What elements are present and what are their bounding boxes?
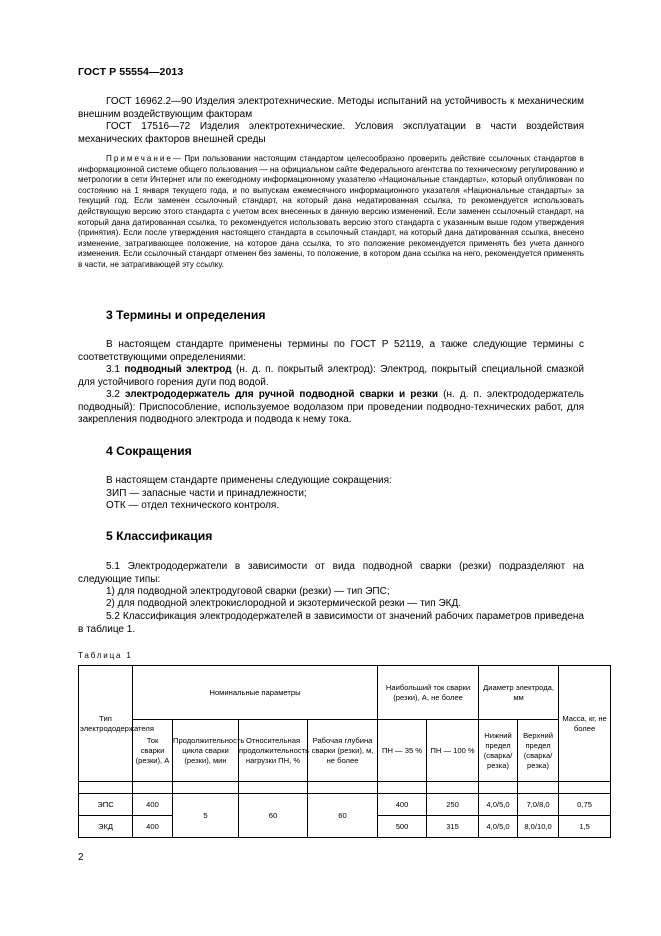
header-mass: Масса, кг, не более <box>559 666 611 782</box>
spacer-cell <box>239 782 308 794</box>
header-pn-100: ПН — 100 % <box>427 720 479 782</box>
cell-relative-load: 60 <box>239 794 308 838</box>
header-electrode-diameter: Диаметр электрода, мм <box>479 666 559 720</box>
clause-5-1: 5.1 Электрододержатели в зависимости от вида подводной сварки (резки) подразделяют на следующие типы: <box>78 561 584 585</box>
spacer-cell <box>479 782 518 794</box>
term-3-2-definition: (н. д. п. электрододержатель подводный): Приспособление, используемое водолазом при проведении подводно-технических работ, для закрепления подводного электрода и подвода к нему тока. <box>78 389 585 425</box>
header-pn-35: ПН — 35 % <box>378 720 427 782</box>
cell-upper-limit: 8,0/10,0 <box>518 816 559 838</box>
section-3-intro: В настоящем стандарте применены термины по ГОСТ Р 52119, а также следующие термины с соответствующими определениями: <box>78 339 584 363</box>
clause-5-2: 5.2 Классификация электрододержателей в зависимости от значений рабочих параметров приведена в таблице 1. <box>78 611 584 635</box>
header-cycle-duration: Продолжительность цикла сварки (резки), мин <box>173 720 239 782</box>
spacer-cell <box>427 782 479 794</box>
term-3-1-definition: (н. д. п. покрытый электрод): Электрод, покрытый специальной смазкой для устойчивого горения дуги под водой. <box>78 364 584 388</box>
cell-current: 400 <box>133 816 173 838</box>
cell-type: ЭПС <box>79 794 133 816</box>
cell-upper-limit: 7,0/8,0 <box>518 794 559 816</box>
cell-lower-limit: 4,0/5,0 <box>479 794 518 816</box>
term-3-2-term: электрододержатель для ручной подводной сварки и резки <box>125 389 439 400</box>
header-type: Тип электрододержателя <box>79 666 133 782</box>
term-3-1-number: 3.1 <box>106 364 120 375</box>
header-max-current: Наибольший ток сварки (резки), А, не более <box>378 666 479 720</box>
term-3-1-term: подводный электрод <box>124 364 232 375</box>
spacer-cell <box>173 782 239 794</box>
abbreviation-zip: ЗИП — запасные части и принадлежности; <box>106 488 307 499</box>
cell-current: 400 <box>133 794 173 816</box>
cell-type: ЭКД <box>79 816 133 838</box>
type-ekd-item: 2) для подводной электрокислородной и экзотермической резки — тип ЭКД. <box>106 598 462 609</box>
table-spacer-row <box>79 782 611 794</box>
cell-cycle-duration: 5 <box>173 794 239 838</box>
cell-pn-35: 400 <box>378 794 427 816</box>
page-number: 2 <box>78 852 84 863</box>
spacer-cell <box>133 782 173 794</box>
reference-gost-17516: ГОСТ 17516—72 Изделия электротехнические. Условия эксплуатации в части воздействия механических факторов внешней среды <box>78 121 584 145</box>
term-3-1 <box>78 364 584 389</box>
spacer-cell <box>518 782 559 794</box>
reference-gost-16962: ГОСТ 16962.2—90 Изделия электротехнические. Методы испытаний на устойчивость к механическим внешним воздействующим факторам <box>78 96 584 120</box>
note-text: — При пользовании настоящим стандартом целесообразно проверить действие ссылочных стандартов в информационной системе общего пользования — на официальном сайте Федерального агентства по техническому регулированию и метрологии в сети Интернет или по ежегодному информационному указателю «Национальные стандарты», который опубликован по состоянию на 1 января текущего года, и по выпускам ежемесячного информационного указателя «Национальные стандарты» за текущий год. Если заменен ссылочный стандарт, на который дана недатированная ссылка, то рекомендуется использовать действующую версию этого стандарта с учетом всех внесенных в данную версию изменений. Если заменен ссылочный стандарт, на который дана датированная ссылка, то рекомендуется использовать версию этого стандарта с указанным выше годом утверждения (принятия). Если после утверждения настоящего стандарта в ссылочный стандарт, на который дана датированная ссылка, внесено изменение, затрагивающее положение, на которое дана ссылка, то это положение рекомендуется применять без учета данного изменения. Если ссылочный стандарт отменен без замены, то положение, в котором дана ссылка на него, рекомендуется применять в части, не затрагивающей эту ссылку. <box>78 154 584 269</box>
abbreviation-otk: ОТК — отдел технического контроля. <box>106 500 280 511</box>
cell-lower-limit: 4,0/5,0 <box>479 816 518 838</box>
cell-pn-35: 500 <box>378 816 427 838</box>
header-current: Ток сварки (резки), А <box>133 720 173 782</box>
header-nominal-parameters: Номинальные параметры <box>133 666 378 720</box>
header-lower-limit: Нижний предел (сварка/резка) <box>479 720 518 782</box>
table-row <box>79 794 611 816</box>
type-eps-item: 1) для подводной электродуговой сварки (резки) — тип ЭПС; <box>106 586 390 597</box>
cell-pn-100: 315 <box>427 816 479 838</box>
note-paragraph <box>78 154 584 271</box>
section-4-intro: В настоящем стандарте применены следующие сокращения: <box>106 475 392 486</box>
term-3-2-number: 3.2 <box>106 389 120 400</box>
cell-mass: 1,5 <box>559 816 611 838</box>
parameters-table <box>78 665 611 838</box>
section-4-heading: 4 Сокращения <box>106 444 192 458</box>
spacer-cell <box>378 782 427 794</box>
section-3-heading: 3 Термины и определения <box>106 308 266 322</box>
spacer-cell <box>79 782 133 794</box>
cell-working-depth: 60 <box>308 794 378 838</box>
cell-mass: 0,75 <box>559 794 611 816</box>
note-label: Примечание <box>106 154 173 163</box>
section-5-heading: 5 Классификация <box>106 529 213 543</box>
header-upper-limit: Верхний предел (сварка/резка) <box>518 720 559 782</box>
spacer-cell <box>308 782 378 794</box>
header-working-depth: Рабочая глубина сварки (резки), м, не более <box>308 720 378 782</box>
document-id-header: ГОСТ Р 55554—2013 <box>78 66 184 78</box>
spacer-cell <box>559 782 611 794</box>
term-3-2 <box>78 389 584 427</box>
table-caption: Таблица 1 <box>78 651 133 660</box>
cell-pn-100: 250 <box>427 794 479 816</box>
header-relative-load: Относительная продолжительность нагрузки ПН, % <box>239 720 308 782</box>
